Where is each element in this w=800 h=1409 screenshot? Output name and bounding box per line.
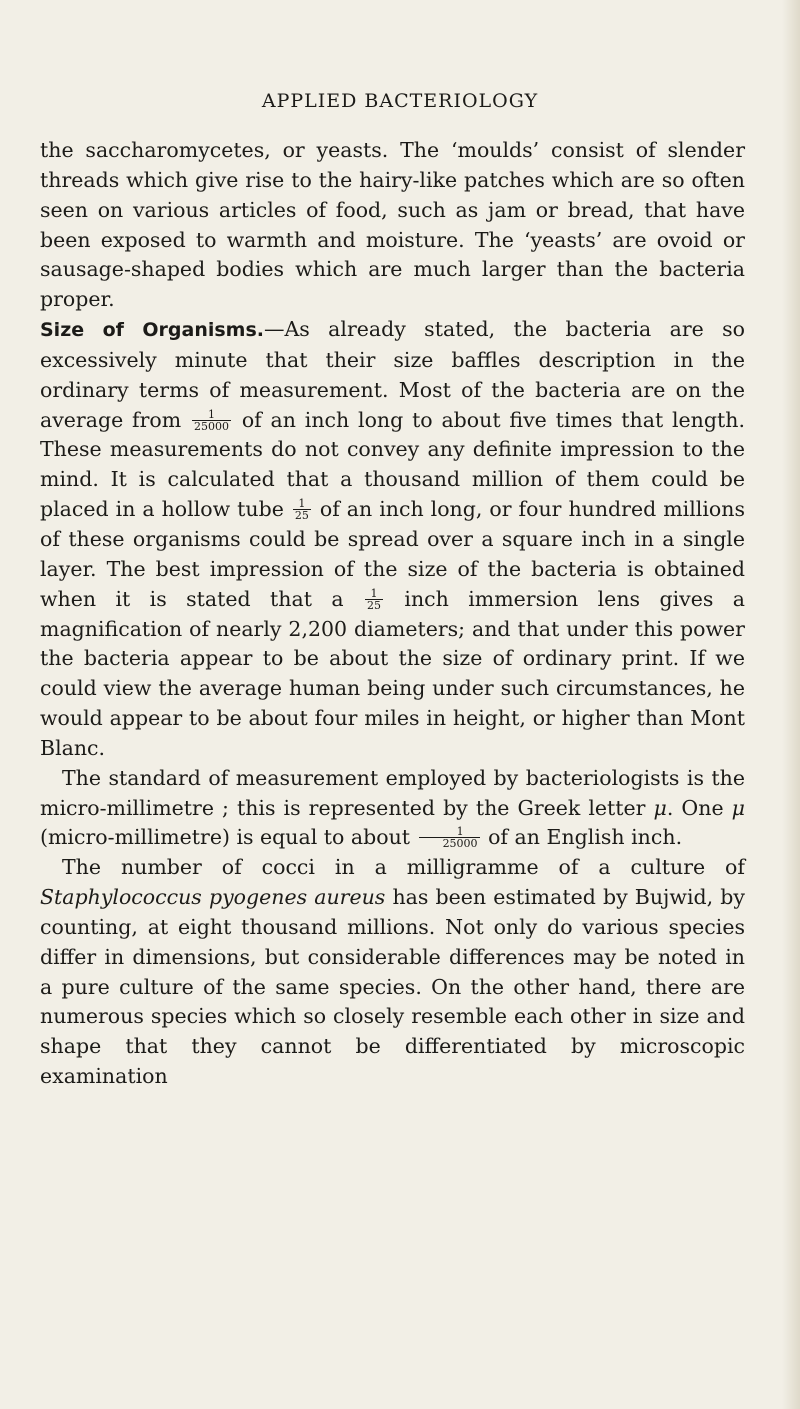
fraction-denominator: 25 <box>366 598 381 612</box>
section-sidehead: Size of Organisms. <box>40 319 264 342</box>
paragraph-micro-millimetre <box>40 764 745 854</box>
fraction-numerator: 1 <box>293 498 311 510</box>
paragraph-text: The standard of measurement employed by bacteriologists is the micro-millimetre ; this is represented by the Greek letter <box>40 765 745 820</box>
fraction-1-25000 <box>419 826 480 849</box>
paragraph-cocci-count <box>40 853 745 1092</box>
paragraph-text: the saccharomycetes, or yeasts. The ‘moulds’ consist of slender threads which give rise to the hairy-like patches which are so often seen on various articles of food, such as jam or bread, that have been exposed to warmth and moisture. The ‘yeasts’ are ovoid or sausage-shaped bodies which are much larger than the bacteria proper. <box>40 138 745 312</box>
fraction-numerator: 1 <box>365 588 383 600</box>
paragraph-text: of an inch long, or four hundred millions of these organisms could be spread over a square inch in a single layer. The best impression of the size of the bacteria is obtained when it is stated that a <box>40 497 745 611</box>
species-name: Staphylococcus pyogenes aureus <box>40 885 386 910</box>
body-text <box>40 136 745 1092</box>
page-edge-shadow <box>782 0 800 1409</box>
fraction-1-25 <box>365 588 383 611</box>
paragraph-text: The number of cocci in a milligramme of a culture of <box>62 855 745 880</box>
fraction-numerator: 1 <box>192 409 231 421</box>
paragraph-text: of an English inch. <box>488 825 683 850</box>
running-head: APPLIED BACTERIOLOGY <box>261 90 539 112</box>
fraction-1-25 <box>293 498 311 521</box>
greek-mu: μ <box>653 795 667 820</box>
paragraph-text: . One <box>666 795 724 820</box>
fraction-numerator: 1 <box>419 826 480 838</box>
paragraph-text: (micro-millimetre) is equal to about <box>40 825 411 850</box>
paragraph-text: of an inch long to about five times that length. These measurements do not convey any definite impression to the mind. It is calculated that a thousand million of them could be placed in a hollow tube <box>40 407 745 522</box>
paragraph-size-of-organisms <box>40 315 745 764</box>
fraction-1-25000 <box>192 409 231 432</box>
greek-mu: μ <box>731 795 745 820</box>
paragraph-yeasts-moulds <box>40 136 745 315</box>
paragraph-text: has been estimated by Bujwid, by counting, at eight thousand millions. Not only do various species differ in dimensions, but considerable differences may be noted in a pure culture of the same species. On the other hand, there are numerous species which so closely resemble each other in size and shape that they cannot be differentiated by microscopic examination <box>40 885 745 1089</box>
fraction-denominator: 25000 <box>194 419 229 433</box>
paragraph-text: —As already stated, the bacteria are so excessively minute that their size baffles description in the ordinary terms of measurement. Most of the bacteria are on the average from <box>40 317 745 432</box>
fraction-denominator: 25000 <box>442 837 478 851</box>
paragraph-text: inch immersion lens gives a magnification of nearly 2,200 diameters; and that under this power the bacteria appear to be about the size of ordinary print. If we could view the average human being under such circumstances, he would appear to be about four miles in height, or higher than Mont Blanc. <box>40 586 745 760</box>
fraction-denominator: 25 <box>294 509 309 523</box>
